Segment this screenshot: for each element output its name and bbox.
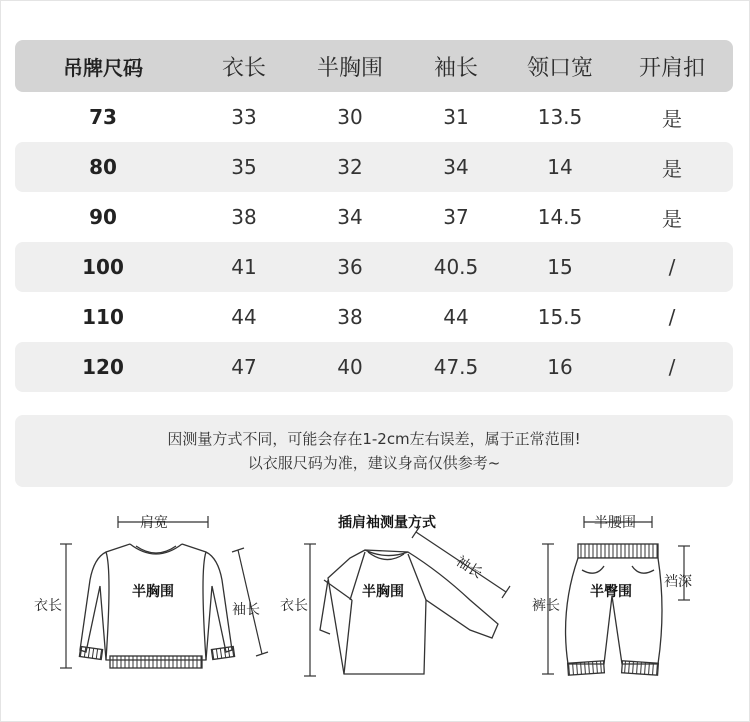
size-cell: 90	[89, 205, 117, 229]
pants-icon	[566, 544, 662, 675]
header-collar-width: 领口宽	[526, 55, 593, 81]
sleeve-cell: 37	[443, 205, 469, 229]
table-row	[15, 92, 733, 142]
sweater-sleeve-label: 袖长	[232, 602, 260, 618]
length-cell: 41	[231, 255, 257, 279]
size-cell: 100	[82, 255, 124, 279]
shoulder-button-cell: 是	[662, 106, 682, 131]
pants-length-label: 裤长	[532, 598, 560, 614]
header-shoulder-button: 开肩扣	[638, 55, 705, 81]
half-chest-cell: 36	[337, 255, 363, 279]
collar-width-cell: 13.5	[537, 105, 583, 129]
shoulder-button-cell: /	[668, 355, 676, 379]
size-cell: 110	[82, 305, 124, 329]
shoulder-button-cell: /	[668, 255, 676, 279]
pants-rise-label: 裆深	[664, 574, 692, 590]
shoulder-button-cell: 是	[662, 206, 682, 231]
measurement-illustrations	[0, 500, 750, 722]
raglan-sleeve-label: 袖长	[452, 553, 486, 582]
sweater-length-label: 衣长	[34, 598, 62, 614]
collar-width-cell: 14.5	[537, 205, 583, 229]
sleeve-cell: 47.5	[433, 355, 479, 379]
pants-hip-label: 半臀围	[590, 584, 632, 600]
sleeve-cell: 40.5	[433, 255, 479, 279]
length-cell: 38	[231, 205, 257, 229]
table-row	[15, 192, 733, 242]
header-half-chest: 半胸围	[316, 55, 383, 81]
note-line-1: 因测量方式不同，可能会存在1-2cm左右误差，属于正常范围!	[167, 430, 581, 448]
raglan-chest-label: 半胸围	[362, 584, 404, 600]
sleeve-cell: 44	[443, 305, 469, 329]
collar-width-cell: 14	[547, 155, 573, 179]
collar-width-cell: 15	[547, 255, 573, 279]
sleeve-cell: 31	[443, 105, 469, 129]
table-row	[15, 242, 733, 292]
raglan-length-label: 衣长	[280, 598, 308, 614]
shoulder-button-cell: /	[668, 305, 676, 329]
sweater-chest-label: 半胸围	[132, 584, 174, 600]
pants-waist-label: 半腰围	[594, 515, 636, 531]
half-chest-cell: 32	[337, 155, 363, 179]
size-cell: 80	[89, 155, 117, 179]
sleeve-cell: 34	[443, 155, 469, 179]
sweater-shoulder-label: 肩宽	[140, 515, 168, 531]
header-size: 吊牌尺码	[63, 55, 143, 80]
half-chest-cell: 30	[337, 105, 363, 129]
header-sleeve: 袖长	[433, 55, 478, 81]
measurement-note	[15, 415, 733, 487]
shoulder-button-cell: 是	[662, 156, 682, 181]
length-cell: 35	[231, 155, 257, 179]
half-chest-cell: 40	[337, 355, 363, 379]
note-line-2: 以衣服尺码为准，建议身高仅供参考~	[247, 454, 501, 472]
size-cell: 73	[89, 105, 117, 129]
length-cell: 44	[231, 305, 257, 329]
half-chest-cell: 38	[337, 305, 363, 329]
half-chest-cell: 34	[337, 205, 363, 229]
table-row	[15, 292, 733, 342]
collar-width-cell: 15.5	[537, 305, 583, 329]
raglan-title: 插肩袖测量方式	[338, 515, 436, 531]
table-row	[15, 142, 733, 192]
header-length: 衣长	[221, 55, 266, 81]
length-cell: 47	[231, 355, 257, 379]
length-cell: 33	[231, 105, 257, 129]
table-row	[15, 342, 733, 392]
size-cell: 120	[82, 355, 124, 379]
size-chart-table	[15, 40, 733, 392]
collar-width-cell: 16	[547, 355, 573, 379]
table-header-row	[15, 40, 733, 92]
sweater-icon	[79, 544, 234, 668]
